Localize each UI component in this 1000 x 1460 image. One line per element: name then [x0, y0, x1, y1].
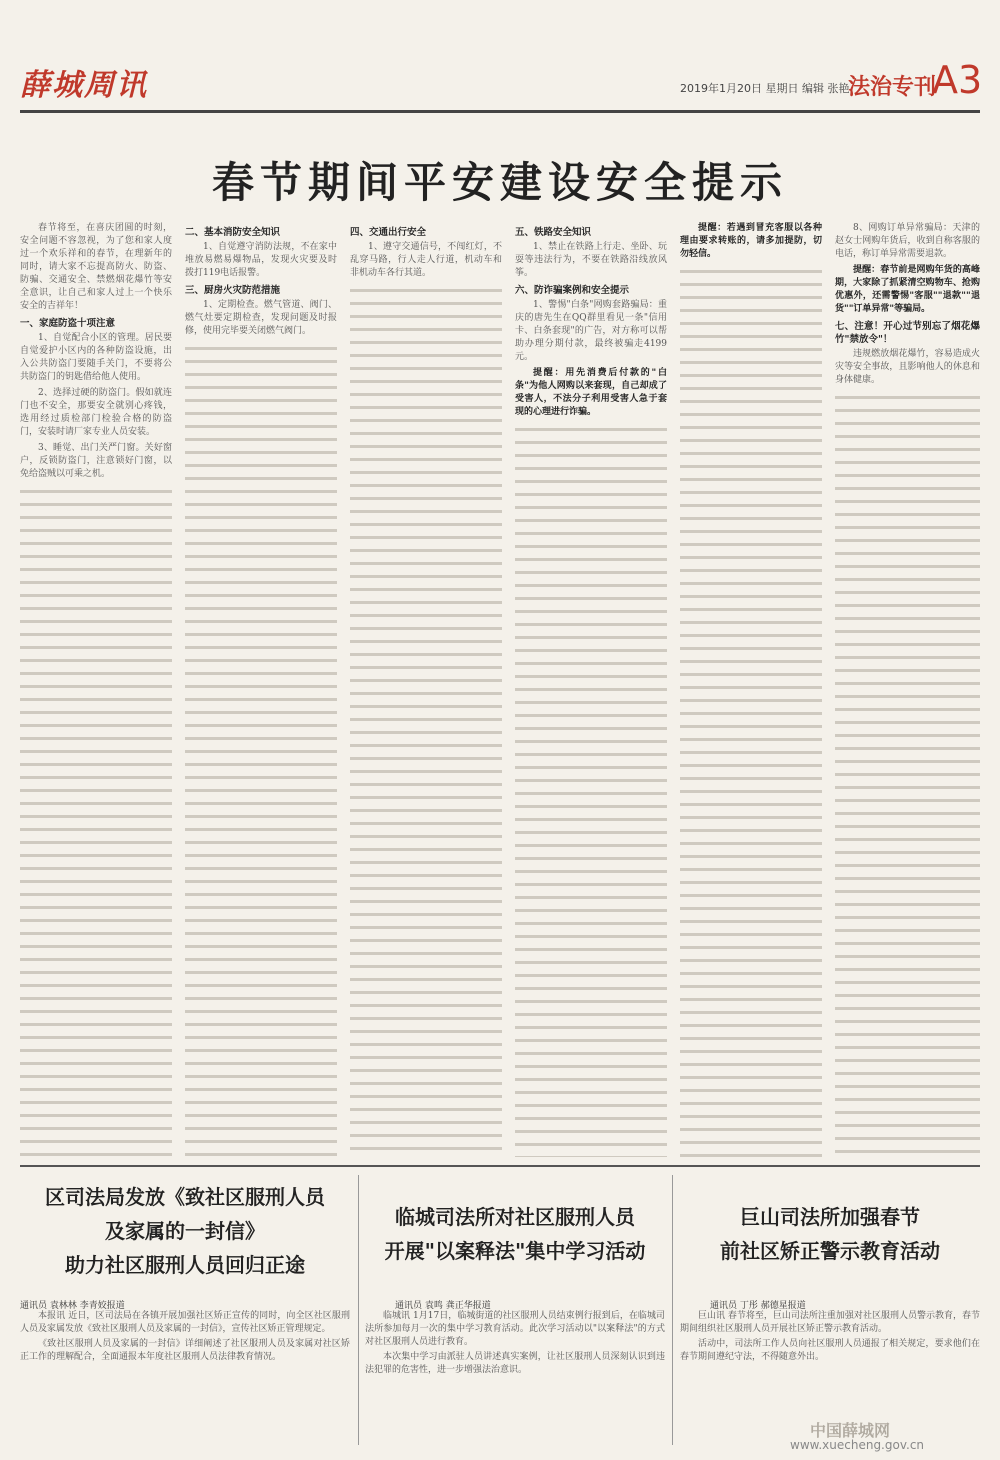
paragraph: 1、遵守交通信号，不闯红灯，不乱穿马路，行人走人行道，机动车和非机动车各行其道。	[350, 242, 502, 278]
byline: 通讯员 丁彤 郝德星报道	[710, 1301, 806, 1311]
paragraph: 《致社区服刑人员及家属的一封信》详细阐述了社区服刑人员及家属对社区矫正工作的理解配合，全面通报本年度社区服刑人员法律教育情况。	[20, 1339, 350, 1362]
section-heading: 一、家庭防盗十项注意	[20, 318, 116, 329]
article-headline-2	[365, 1200, 665, 1268]
paragraph: 1、自觉配合小区的管理。居民要自觉爱护小区内的各种防盗设施，出入公共防盗门要随手关门，不要将公共防盗门的钥匙借给他人使用。	[20, 333, 172, 382]
text-lines	[350, 283, 502, 1157]
paragraph: 活动中，司法所工作人员向社区服刑人员通报了相关规定，要求他们在春节期间遵纪守法，不得随意外出。	[680, 1339, 980, 1362]
section-name: 法治专刊	[848, 75, 937, 100]
intro-paragraph: 春节将至，在喜庆团圆的时刻，安全问题不容忽视，为了您和家人度过一个欢乐祥和的春节，在理新年的同时，请大家不忘提高防火、防盗、防骗、交通安全、禁燃烟花爆竹等安全意识，让自己和家人过上一个快乐安全的吉祥年！	[20, 223, 172, 311]
headline-line: 前社区矫正警示教育活动	[720, 1239, 940, 1263]
article-headline-1	[20, 1180, 350, 1282]
section-heading: 五、铁路安全知识	[515, 227, 592, 238]
column-divider	[358, 1175, 359, 1445]
paragraph: 本次集中学习由派驻人员讲述真实案例，让社区服刑人员深刻认识到违法犯罪的危害性，进一步增强法治意识。	[365, 1352, 665, 1375]
paragraph: 2、选择过硬的防盗门。假如就连门也不安全，那要安全就别心疼钱，选用经过质检部门检验合格的防盗门，安装时请厂家专业人员安装。	[20, 388, 172, 437]
headline-line: 临城司法所对社区服刑人员	[395, 1205, 635, 1229]
article-column-1	[20, 222, 172, 1157]
article-body-1	[20, 1310, 350, 1450]
section-divider	[20, 1165, 980, 1167]
section-heading: 三、厨房火灾防范措施	[185, 285, 281, 296]
main-headline: 春节期间平安建设安全提示	[211, 158, 788, 207]
section-heading: 四、交通出行安全	[350, 227, 427, 238]
text-lines	[515, 422, 667, 1157]
section-heading: 二、基本消防安全知识	[185, 227, 281, 238]
paragraph: 8、网购订单异常骗局：天津的赵女士网购年货后，收到自称客服的电话，称订单异常需要退款。	[835, 223, 980, 259]
header-rule	[20, 110, 980, 113]
section-heading: 七、注意！开心过节别忘了烟花爆竹"禁放令"！	[835, 321, 980, 345]
headline-line: 巨山司法所加强春节	[740, 1205, 920, 1229]
site-url: www.xuecheng.gov.cn	[790, 1438, 925, 1452]
text-lines	[20, 484, 172, 1157]
newspaper-logo: 薛城周讯	[20, 68, 148, 103]
paragraph: 1、禁止在铁路上行走、坐卧、玩耍等违法行为，不要在铁路沿线放风筝。	[515, 242, 667, 278]
article-column-2	[185, 222, 337, 1157]
article-column-3	[350, 222, 502, 1157]
text-lines	[185, 341, 337, 1157]
paragraph: 1、警惕"白条"网购套路骗局：重庆的唐先生在QQ群里看见一条"信用卡、白条套现"的广告，对方称可以帮助办理分期付款，最终被骗走4199元。	[515, 300, 667, 362]
headline-line: 开展"以案释法"集中学习活动	[384, 1239, 646, 1263]
paragraph: 巨山讯 春节将至，巨山司法所注重加强对社区服刑人员警示教育，春节期间组织社区服刑人员开展社区矫正警示教育活动。	[680, 1311, 980, 1334]
paragraph: 临城讯 1月17日，临城街道的社区服刑人员结束例行报到后，在临城司法所参加每月一次的集中学习教育活动。此次学习活动以"以案释法"的方式对社区服刑人员进行教育。	[365, 1311, 665, 1347]
tip-paragraph: 提醒：若遇到冒充客服以各种理由要求转账的，请多加提防，切勿轻信。	[680, 223, 822, 259]
article-headline-3	[680, 1200, 980, 1268]
tip-paragraph: 提醒：用先消费后付款的"白条"为他人网购以来套现，自己却成了受害人，不法分子利用受害人急于套现的心理进行诈骗。	[515, 368, 667, 417]
headline-line: 及家属的一封信》	[105, 1219, 265, 1243]
byline: 通讯员 袁林林 李青姣报道	[20, 1301, 125, 1311]
paragraph: 1、自觉遵守消防法规，不在家中堆放易燃易爆物品，发现火灾要及时拨打119电话报警。	[185, 242, 337, 278]
article-column-5	[680, 222, 822, 1157]
paragraph: 1、定期检查。燃气管道、阀门、燃气灶要定期检查，发现问题及时报修，使用完毕要关闭燃气阀门。	[185, 300, 337, 336]
headline-line: 助力社区服刑人员回归正途	[65, 1253, 305, 1277]
text-lines	[835, 390, 980, 1157]
masthead	[20, 58, 983, 108]
headline-line: 区司法局发放《致社区服刑人员	[45, 1185, 325, 1209]
article-body-3	[680, 1310, 980, 1415]
column-divider	[672, 1175, 673, 1445]
text-lines	[680, 264, 822, 1157]
paragraph: 违规燃放烟花爆竹，容易造成火灾等安全事故，且影响他人的休息和身体健康。	[835, 349, 980, 385]
paragraph: 3、睡觉、出门关严门窗。关好窗户，反锁防盗门，注意锁好门窗，以免给盗贼以可乘之机。	[20, 443, 172, 479]
byline: 通讯员 袁鸣 龚正华报道	[395, 1301, 491, 1311]
article-column-6	[835, 222, 980, 1157]
date-line: 2019年1月20日 星期日 编辑 张艳	[680, 82, 850, 95]
tip-paragraph: 提醒：春节前是网购年货的高峰期，大家除了抓紧清空购物车、抢购优惠外，还需警惕"客服""退款""退货""订单异常"等骗局。	[835, 265, 980, 314]
article-body-2	[365, 1310, 665, 1450]
page-number: A3	[932, 58, 983, 102]
article-column-4	[515, 222, 667, 1157]
paragraph: 本报讯 近日，区司法局在各镇开展加强社区矫正宣传的同时，向全区社区服刑人员及家属发放《致社区服刑人员及家属的一封信》，宣传社区矫正管理规定。	[20, 1311, 350, 1334]
section-heading: 六、防诈骗案例和安全提示	[515, 285, 630, 296]
site-watermark: 中国薛城网	[810, 1421, 891, 1440]
